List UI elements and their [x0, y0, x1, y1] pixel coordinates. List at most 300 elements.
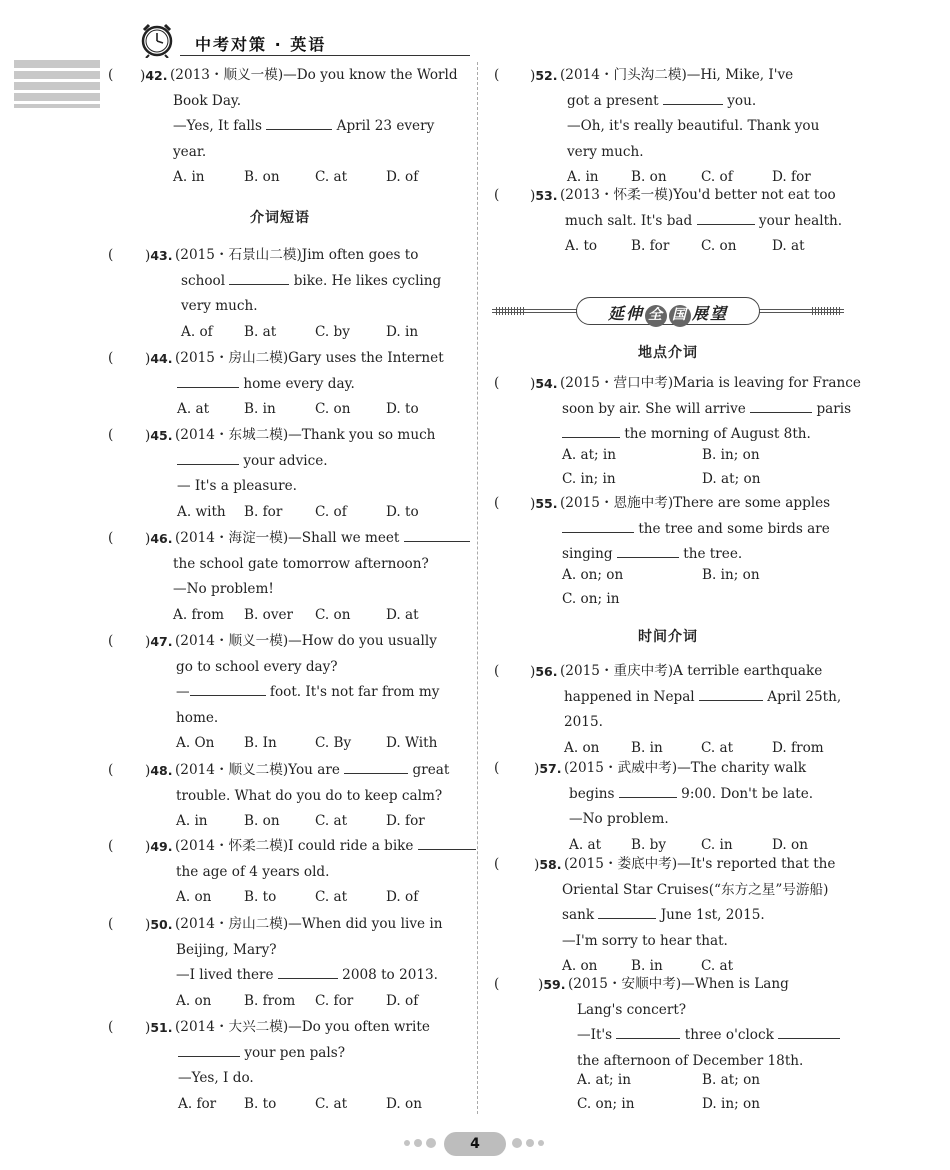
- answer-option[interactable]: A. in: [176, 813, 208, 829]
- question-number-text: 51: [150, 1020, 168, 1035]
- question-line: — It's a pleasure.: [177, 478, 298, 494]
- question-text: (2014・顺义二模)You are: [175, 762, 345, 778]
- answer-paren-open[interactable]: (: [494, 67, 500, 83]
- answer-option[interactable]: A. On: [176, 735, 215, 751]
- answer-option[interactable]: C. at: [315, 169, 348, 185]
- answer-blank[interactable]: [418, 836, 476, 850]
- answer-option[interactable]: C. in: [701, 836, 733, 853]
- answer-option[interactable]: C. on: [315, 401, 351, 417]
- question-number: [145, 758, 172, 785]
- answer-option[interactable]: D. at; on: [702, 471, 761, 487]
- answer-option[interactable]: D. on: [386, 1095, 422, 1112]
- question-body: [175, 1015, 460, 1092]
- question-line: [176, 680, 460, 706]
- banner-text-2: 展望: [692, 304, 729, 323]
- answer-blank[interactable]: [617, 544, 679, 558]
- answer-paren-open[interactable]: (: [494, 976, 500, 992]
- question-line: (2013・怀柔一模)You'd better not eat too: [560, 187, 836, 203]
- answer-paren-close: ): [530, 68, 536, 84]
- question-text: —Yes, It falls: [173, 118, 267, 134]
- answer-option[interactable]: A. with: [177, 503, 226, 520]
- question-text: paris: [812, 400, 852, 417]
- question-text: (2014・海淀一模)—Shall we meet: [175, 530, 404, 546]
- pager-dot: [512, 1138, 522, 1148]
- answer-option[interactable]: A. at: [177, 401, 210, 417]
- question-body: [560, 183, 846, 234]
- answer-paren-open[interactable]: (: [494, 187, 500, 203]
- question-line: (2015・房山二模)Gary uses the Internet: [175, 350, 444, 366]
- answer-paren-open[interactable]: (: [494, 495, 500, 511]
- question-text: —It's: [577, 1027, 617, 1043]
- question-number-text: 54: [535, 376, 553, 391]
- question-line: [175, 758, 460, 784]
- answer-option[interactable]: A. at: [569, 836, 602, 853]
- question-number-text: 46: [150, 531, 168, 546]
- question-number-dot: .: [552, 376, 558, 391]
- question-line: (2014・大兴二模)—Do you often write: [175, 1019, 430, 1035]
- pager-dot: [426, 1138, 436, 1148]
- question-number: [534, 756, 561, 783]
- answer-blank[interactable]: [619, 784, 677, 798]
- answer-option[interactable]: A. on: [562, 958, 598, 974]
- answer-blank[interactable]: [177, 451, 239, 465]
- answer-paren-open[interactable]: (: [494, 375, 500, 391]
- question-line: [173, 114, 460, 140]
- question-line: (2015・重庆中考)A terrible earthquake: [560, 663, 823, 679]
- answer-option[interactable]: B. to: [244, 1095, 277, 1112]
- question-number-dot: .: [552, 68, 558, 83]
- question-number-text: 57: [539, 761, 557, 776]
- question-number-text: 49: [150, 839, 168, 854]
- answer-paren-close: ): [534, 761, 540, 777]
- question-line: (2014・门头沟二模)—Hi, Mike, I've: [560, 67, 794, 83]
- decorative-stripes: [14, 60, 100, 108]
- answer-option[interactable]: B. for: [631, 238, 670, 254]
- question-text: the tree.: [678, 546, 743, 562]
- answer-option[interactable]: C. on; in: [562, 591, 620, 607]
- question-body: [560, 491, 846, 568]
- question-text: got a present: [567, 92, 663, 109]
- alarm-clock-icon: [138, 20, 176, 58]
- question-number-dot: .: [162, 68, 168, 83]
- answer-option[interactable]: C. on: [315, 606, 351, 623]
- pager-dot: [414, 1139, 422, 1147]
- question-body: [175, 243, 460, 320]
- answer-paren-close: ): [140, 68, 146, 84]
- question-number-text: 52: [535, 68, 553, 83]
- question-text: the tree and some birds are: [634, 520, 830, 537]
- question-line: [181, 269, 460, 295]
- answer-paren-close: ): [145, 839, 151, 855]
- banner-box: [576, 297, 760, 325]
- question-number-text: 50: [150, 917, 168, 932]
- question-line: (2015・石景山二模)Jim often goes to: [175, 247, 419, 263]
- header-rule: [180, 55, 470, 56]
- answer-option[interactable]: A. of: [181, 323, 213, 340]
- answer-blank[interactable]: [598, 905, 656, 919]
- answer-option[interactable]: D. With: [386, 735, 438, 751]
- question-number-dot: .: [556, 761, 562, 776]
- question-number-text: 44: [150, 351, 168, 366]
- question-line: —I'm sorry to hear that.: [562, 932, 728, 949]
- page-number: 4: [444, 1132, 506, 1156]
- question-number: [140, 63, 167, 90]
- answer-option[interactable]: C. for: [315, 992, 354, 1009]
- answer-option[interactable]: B. at: [244, 323, 277, 340]
- question-text: sank: [562, 907, 599, 923]
- answer-paren-close: ): [530, 376, 536, 392]
- answer-option[interactable]: B. in: [631, 739, 663, 756]
- question-line: (2015・营口中考)Maria is leaving for France: [560, 375, 861, 391]
- answer-blank[interactable]: [177, 374, 239, 388]
- question-text: the morning of August 8th.: [620, 426, 811, 442]
- question-body: [175, 346, 460, 397]
- answer-option[interactable]: D. for: [772, 169, 811, 185]
- question-body: [175, 758, 460, 809]
- banner-circle-1: 全: [645, 305, 667, 327]
- answer-option[interactable]: A. on: [176, 889, 212, 905]
- answer-option[interactable]: B. in; on: [702, 567, 760, 583]
- answer-paren-open[interactable]: (: [494, 760, 500, 776]
- answer-blank[interactable]: [178, 1043, 240, 1057]
- question-line: 2015.: [564, 714, 603, 730]
- answer-option[interactable]: A. on: [176, 992, 212, 1009]
- answer-option[interactable]: D. to: [386, 503, 419, 520]
- question-number-text: 56: [535, 664, 553, 679]
- question-body: [175, 834, 460, 885]
- answer-paren-close: ): [145, 634, 151, 650]
- answer-option[interactable]: D. for: [386, 813, 425, 829]
- answer-option[interactable]: C. by: [315, 323, 350, 340]
- answer-blank[interactable]: [266, 116, 332, 130]
- question-body: [560, 371, 861, 448]
- answer-option[interactable]: D. at: [772, 238, 805, 254]
- answer-option[interactable]: D. from: [772, 739, 824, 756]
- answer-paren-close: ): [145, 248, 151, 264]
- question-line: [562, 422, 846, 448]
- answer-option[interactable]: B. on: [244, 169, 280, 185]
- answer-paren-open[interactable]: (: [494, 663, 500, 679]
- question-text: (2014・怀柔二模)I could ride a bike: [175, 838, 418, 854]
- question-number-dot: .: [167, 839, 173, 854]
- question-text: April 23 every: [332, 118, 435, 134]
- question-number-dot: .: [167, 531, 173, 546]
- question-line: the age of 4 years old.: [176, 863, 330, 880]
- answer-paren-close: ): [530, 496, 536, 512]
- pager-dot: [538, 1140, 544, 1146]
- answer-option[interactable]: B. in; on: [702, 447, 760, 463]
- question-body: [564, 756, 846, 833]
- question-body: [568, 972, 846, 1074]
- question-line: (2013・顺义一模)—Do you know the World: [170, 67, 458, 83]
- answer-paren-close: ): [538, 977, 544, 993]
- answer-option[interactable]: D. of: [386, 169, 419, 185]
- answer-option[interactable]: D. to: [386, 401, 419, 417]
- answer-option[interactable]: A. at; in: [577, 1072, 632, 1088]
- answer-blank[interactable]: [229, 271, 289, 285]
- answer-option[interactable]: C. on; in: [577, 1096, 635, 1112]
- answer-option[interactable]: B. for: [244, 503, 283, 520]
- answer-paren-close: ): [145, 763, 151, 779]
- answer-option[interactable]: C. on: [701, 238, 737, 254]
- question-text: your pen pals?: [240, 1044, 345, 1061]
- question-number: [530, 659, 557, 686]
- answer-paren-close: ): [145, 1020, 151, 1036]
- answer-blank[interactable]: [697, 211, 755, 225]
- question-text: begins: [569, 785, 619, 802]
- question-line: Beijing, Mary?: [176, 941, 277, 958]
- question-text: foot. It's not far from my: [265, 684, 440, 700]
- answer-option[interactable]: C. at: [701, 958, 734, 974]
- question-line: [577, 1023, 846, 1049]
- question-body: [564, 852, 846, 954]
- question-line: very much.: [181, 298, 258, 314]
- answer-blank[interactable]: [190, 682, 266, 696]
- answer-option[interactable]: B. at; on: [702, 1072, 761, 1088]
- answer-paren-close: ): [530, 664, 536, 680]
- answer-paren-open[interactable]: (: [108, 916, 114, 932]
- question-number-text: 43: [150, 248, 168, 263]
- question-number: [145, 1015, 172, 1042]
- answer-option[interactable]: B. by: [631, 836, 667, 853]
- answer-option[interactable]: D. in: [386, 323, 419, 340]
- answer-paren-open[interactable]: (: [494, 856, 500, 872]
- answer-option[interactable]: B. on: [244, 813, 280, 829]
- answer-blank[interactable]: [562, 424, 620, 438]
- answer-option[interactable]: B. over: [244, 606, 294, 623]
- question-text: 2008 to 2013.: [337, 967, 438, 983]
- answer-option[interactable]: C. of: [315, 503, 347, 520]
- question-number-dot: .: [167, 634, 173, 649]
- answer-option[interactable]: B. in: [631, 958, 663, 974]
- answer-paren-open[interactable]: (: [108, 838, 114, 854]
- question-number-dot: .: [167, 248, 173, 263]
- question-line: [562, 542, 846, 568]
- question-text: 9:00. Don't be late.: [676, 785, 814, 802]
- answer-blank[interactable]: [663, 91, 723, 105]
- question-line: [562, 397, 852, 423]
- answer-paren-open[interactable]: (: [108, 762, 114, 778]
- question-body: [175, 423, 460, 500]
- question-number: [530, 63, 557, 90]
- question-text: soon by air. She will arrive: [562, 400, 751, 417]
- answer-paren-close: ): [145, 531, 151, 547]
- answer-option[interactable]: A. for: [178, 1095, 217, 1112]
- answer-option[interactable]: B. In: [244, 735, 277, 751]
- answer-paren-close: ): [145, 428, 151, 444]
- answer-option[interactable]: A. in: [567, 169, 599, 185]
- question-line: —Oh, it's really beautiful. Thank you: [567, 118, 820, 134]
- banner-text-1: 延伸: [607, 304, 644, 323]
- question-number: [145, 629, 172, 656]
- question-number: [530, 371, 557, 398]
- answer-option[interactable]: B. to: [244, 889, 277, 905]
- answer-blank[interactable]: [278, 965, 338, 979]
- question-line: [569, 782, 846, 808]
- question-body: [560, 63, 846, 165]
- question-line: very much.: [567, 143, 644, 160]
- answer-option[interactable]: B. on: [631, 169, 667, 185]
- answer-paren-close: ): [530, 188, 536, 204]
- question-text: bike. He likes cycling: [289, 272, 442, 289]
- page-header: [0, 0, 950, 60]
- question-text: school: [181, 272, 230, 289]
- banner-title: [577, 301, 759, 327]
- answer-paren-open[interactable]: (: [108, 427, 114, 443]
- question-number-text: 53: [535, 188, 553, 203]
- column-divider: [477, 62, 478, 1114]
- question-line: [176, 963, 460, 989]
- answer-option[interactable]: A. at; in: [562, 447, 617, 463]
- question-number: [534, 852, 561, 879]
- answer-option[interactable]: A. on; on: [562, 567, 624, 583]
- page-header-title: 中考对策 · 英语: [195, 35, 327, 54]
- question-line: —Yes, I do.: [178, 1070, 254, 1086]
- question-line: [177, 449, 460, 475]
- question-line: (2014・房山二模)—When did you live in: [175, 916, 443, 932]
- question-line: —No problem.: [569, 811, 669, 827]
- question-text: your health.: [754, 212, 843, 229]
- question-text: April 25th,: [762, 688, 842, 705]
- answer-option[interactable]: C. at: [315, 813, 348, 829]
- question-text: three o'clock: [680, 1027, 779, 1043]
- answer-option[interactable]: C. at: [315, 889, 348, 905]
- answer-paren-open[interactable]: (: [108, 67, 114, 83]
- question-line: (2015・恩施中考)There are some apples: [560, 495, 831, 511]
- question-number: [145, 912, 172, 939]
- answer-option[interactable]: C. at: [315, 1095, 348, 1112]
- answer-blank[interactable]: [616, 1025, 680, 1039]
- question-line: trouble. What do you do to keep calm?: [176, 787, 443, 804]
- question-line: —No problem!: [173, 581, 274, 597]
- answer-blank[interactable]: [699, 687, 763, 701]
- question-line: [567, 89, 846, 115]
- question-text: you.: [722, 92, 757, 109]
- answer-paren-close: ): [534, 857, 540, 873]
- question-text: —I lived there: [176, 967, 278, 983]
- answer-paren-open[interactable]: (: [108, 1019, 114, 1035]
- question-line: [177, 372, 460, 398]
- banner-hatch-right: [812, 307, 840, 315]
- question-line: (2014・东城二模)—Thank you so much: [175, 427, 436, 443]
- question-number-text: 59: [543, 977, 561, 992]
- answer-option[interactable]: A. to: [565, 238, 598, 254]
- question-line: home.: [176, 709, 219, 726]
- section-heading-place-preps: 地点介词: [638, 345, 698, 361]
- answer-paren-close: ): [145, 351, 151, 367]
- question-text: —: [176, 684, 190, 700]
- answer-option[interactable]: C. in; in: [562, 471, 616, 487]
- question-line: (2015・安顺中考)—When is Lang: [568, 976, 789, 992]
- answer-option[interactable]: D. at: [386, 606, 419, 623]
- question-text: June 1st, 2015.: [656, 907, 765, 923]
- answer-option[interactable]: D. of: [386, 992, 419, 1009]
- answer-blank[interactable]: [344, 760, 408, 774]
- question-number-text: 45: [150, 428, 168, 443]
- answer-blank[interactable]: [778, 1025, 840, 1039]
- question-line: [562, 903, 846, 929]
- question-number: [145, 423, 172, 450]
- question-line: year.: [173, 143, 207, 160]
- question-number-dot: .: [552, 188, 558, 203]
- question-body: [560, 659, 846, 736]
- extension-banner: [492, 297, 844, 325]
- banner-circle-2: 国: [669, 305, 691, 327]
- answer-option[interactable]: C. of: [701, 169, 733, 185]
- question-number-dot: .: [552, 496, 558, 511]
- question-text: singing: [562, 546, 617, 562]
- answer-option[interactable]: B. in: [244, 401, 276, 417]
- question-line: Oriental Star Cruises(“东方之星”号游船): [562, 881, 829, 898]
- answer-option[interactable]: B. from: [244, 992, 296, 1009]
- question-body: [175, 912, 460, 989]
- answer-blank[interactable]: [562, 519, 634, 533]
- answer-paren-open[interactable]: (: [108, 247, 114, 263]
- question-body: [175, 526, 460, 603]
- section-heading-prep-phrases: 介词短语: [250, 210, 310, 226]
- question-number-text: 55: [535, 496, 553, 511]
- question-line: (2015・娄底中考)—It's reported that the: [564, 856, 836, 872]
- answer-blank[interactable]: [750, 399, 812, 413]
- answer-option[interactable]: C. By: [315, 735, 352, 751]
- answer-paren-open[interactable]: (: [108, 350, 114, 366]
- question-number-text: 48: [150, 763, 168, 778]
- question-line: [562, 517, 846, 543]
- question-line: [178, 1041, 460, 1067]
- question-number-dot: .: [552, 664, 558, 679]
- question-body: [170, 63, 460, 165]
- question-line: [565, 209, 846, 235]
- question-line: Book Day.: [173, 92, 242, 109]
- question-body: [175, 629, 460, 731]
- pager-dot: [526, 1139, 534, 1147]
- page-number-indicator: [400, 1130, 550, 1156]
- question-number: [145, 526, 172, 553]
- answer-paren-open[interactable]: (: [108, 530, 114, 546]
- section-heading-time-preps: 时间介词: [638, 629, 698, 645]
- answer-paren-close: ): [145, 917, 151, 933]
- question-line: go to school every day?: [176, 658, 338, 675]
- question-number: [145, 243, 172, 270]
- question-number-dot: .: [560, 977, 566, 992]
- answer-option[interactable]: D. in; on: [702, 1096, 760, 1112]
- question-line: [175, 526, 460, 552]
- answer-option[interactable]: C. at: [701, 739, 734, 756]
- pager-dot: [404, 1140, 410, 1146]
- answer-option[interactable]: D. of: [386, 889, 419, 905]
- answer-option[interactable]: D. on: [772, 836, 808, 853]
- banner-hatch-left: [496, 307, 524, 315]
- question-text: happened in Nepal: [564, 688, 699, 705]
- question-text: much salt. It's bad: [565, 212, 697, 229]
- question-number-text: 42: [145, 68, 163, 83]
- question-number-dot: .: [167, 428, 173, 443]
- question-number: [538, 972, 565, 999]
- question-number: [145, 346, 172, 373]
- question-line: the school gate tomorrow afternoon?: [173, 555, 429, 572]
- question-text: great: [408, 762, 450, 778]
- question-line: [175, 834, 460, 860]
- answer-blank[interactable]: [404, 528, 470, 542]
- answer-option[interactable]: A. from: [173, 606, 225, 623]
- question-number-dot: .: [167, 351, 173, 366]
- answer-option[interactable]: A. in: [173, 169, 205, 185]
- answer-option[interactable]: A. on: [564, 739, 600, 756]
- answer-paren-open[interactable]: (: [108, 633, 114, 649]
- question-line: Lang's concert?: [577, 1001, 687, 1018]
- question-number: [530, 491, 557, 518]
- question-line: (2014・顺义一模)—How do you usually: [175, 633, 437, 649]
